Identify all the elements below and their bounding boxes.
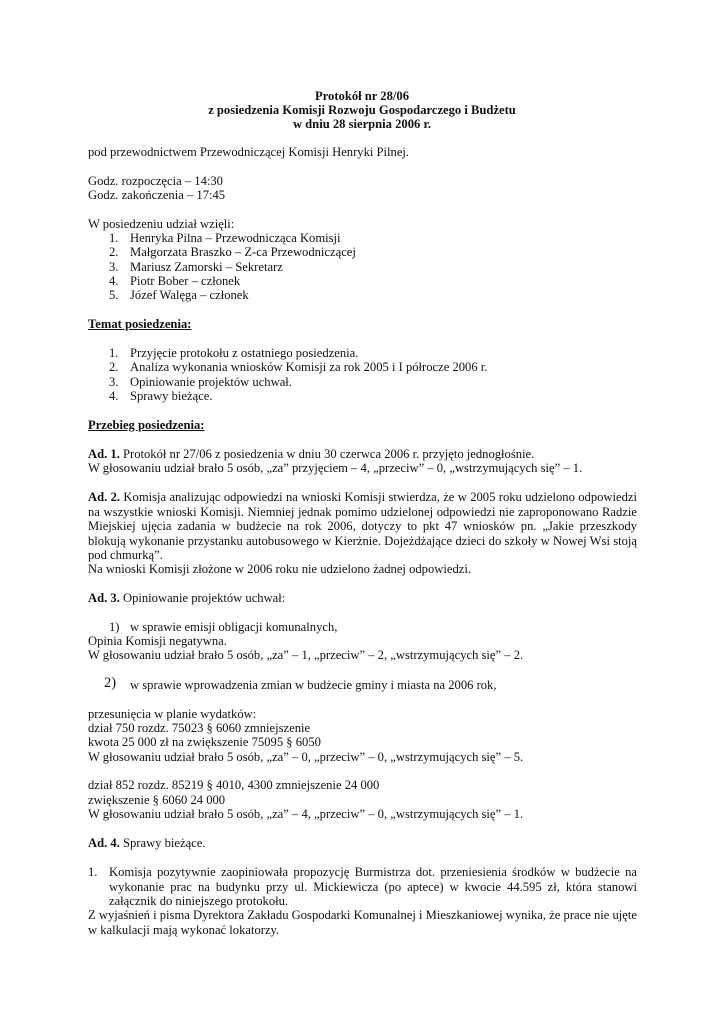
- list-item-number: 2.: [109, 360, 119, 374]
- list-item-number: 1): [109, 620, 120, 634]
- list-item-number: 2): [104, 675, 117, 691]
- agenda-item: Sprawy bieżące.: [130, 389, 213, 403]
- resolution-item: w sprawie wprowadzenia zmian w budżecie gminy i miasta na 2006 rok,: [130, 678, 497, 692]
- ad4-text: Sprawy bieżące.: [119, 836, 206, 850]
- closing-paragraph: Z wyjaśnień i pisma Dyrektora Zakładu Gospodarki Komunalnej i Mieszkaniowej wynika, że prace nie ujęte w kalkulacji mają wykonać lokatorzy.: [88, 908, 637, 937]
- participant-name: Piotr Bober – członek: [130, 274, 241, 288]
- list-item-number: 2.: [109, 245, 119, 259]
- ad1-label: Ad. 1.: [88, 447, 120, 461]
- list-item-number: 1.: [109, 346, 119, 360]
- document-date: w dniu 28 sierpnia 2006 r.: [292, 117, 432, 131]
- resolution-item: w sprawie emisji obligacji komunalnych,: [130, 620, 338, 634]
- ad1-vote: W głosowaniu udział brało 5 osób, „za” przyjęciem – 4, „przeciw” – 0, „wstrzymujących się” – 1.: [88, 461, 583, 475]
- participant-name: Henryka Pilna – Przewodnicząca Komisji: [130, 231, 341, 245]
- end-time: Godz. zakończenia – 17:45: [88, 188, 226, 202]
- document-title: Protokół nr 28/06: [315, 89, 409, 103]
- vote-result: W głosowaniu udział brało 5 osób, „za” – 0, „przeciw” – 0, „wstrzymujących się” – 5.: [88, 750, 524, 764]
- budget-line: dział 750 rozdz. 75023 § 6060 zmniejszenie: [88, 721, 311, 735]
- ad1-text: Protokół nr 27/06 z posiedzenia w dniu 30 czerwca 2006 r. przyjęto jednogłośnie.: [119, 447, 535, 461]
- agenda-item: Przyjęcie protokołu z ostatniego posiedzenia.: [130, 346, 359, 360]
- ad4-label: Ad. 4.: [88, 836, 120, 850]
- proceedings-heading: Przebieg posiedzenia:: [88, 418, 205, 432]
- ad2-paragraph: [88, 490, 637, 563]
- list-item-number: 1.: [109, 231, 119, 245]
- agenda-heading: Temat posiedzenia:: [88, 317, 192, 331]
- vote-result: W głosowaniu udział brało 5 osób, „za” – 1, „przeciw” – 2, „wstrzymujących się” – 2.: [88, 648, 524, 662]
- participant-name: Józef Walęga – członek: [130, 288, 249, 302]
- chair-line: pod przewodnictwem Przewodniczącej Komisji Henryki Pilnej.: [88, 145, 410, 159]
- document-subtitle: z posiedzenia Komisji Rozwoju Gospodarczego i Budżetu: [208, 103, 516, 117]
- budget-line: kwota 25 000 zł na zwiększenie 75095 § 6050: [88, 735, 321, 749]
- ad1-paragraph: [88, 447, 534, 462]
- list-item-number: 4.: [109, 389, 119, 403]
- participant-name: Mariusz Zamorski – Sekretarz: [130, 260, 283, 274]
- shift-heading: przesunięcia w planie wydatków:: [88, 707, 257, 721]
- ad2-text: Komisja analizując odpowiedzi na wnioski Komisji stwierdza, że w 2005 roku udzielono odpowiedzi na wszystkie wnioski Komisji. Niemniej jednak pomimo udzielonej odpowiedzi nie zaproponowano Radzie Miejskiej ujęcia zadania w budżecie na rok 2006, dotyczy to pkt 47 wniosków pn. „Jakie przeszkody blokują wykonanie przystanku autobusowego w Kierżnie. Dojeżdżające dzieci do szkoły w Nowej Wsi stoją pod chmurką”.: [88, 490, 638, 563]
- list-item-number: 4.: [109, 274, 119, 288]
- list-item-number: 1.: [88, 865, 98, 879]
- budget-line: zwiększenie § 6060 24 000: [88, 793, 226, 807]
- list-item-number: 5.: [109, 288, 119, 302]
- ad2-note: Na wnioski Komisji złożone w 2006 roku nie udzielono żadnej odpowiedzi.: [88, 562, 471, 576]
- ad4-item-text: Komisja pozytywnie zaopiniowała propozycję Burmistrza dot. przeniesienia środków w budżecie na wykonanie prac na budynku przy ul. Mickiewicza (po aptece) w kwocie 44.595 zł, która stanowi załącznik do niniejszego protokołu.: [109, 865, 637, 909]
- ad3-text: Opiniowanie projektów uchwał:: [119, 591, 286, 605]
- ad3-label: Ad. 3.: [88, 591, 120, 605]
- list-item-number: 3.: [109, 375, 119, 389]
- agenda-item: Opiniowanie projektów uchwał.: [130, 375, 292, 389]
- vote-result: W głosowaniu udział brało 5 osób, „za” – 4, „przeciw” – 0, „wstrzymujących się” – 1.: [88, 807, 524, 821]
- ad3-paragraph: [88, 591, 285, 606]
- list-item-number: 3.: [109, 260, 119, 274]
- ad2-label: Ad. 2.: [88, 490, 121, 504]
- agenda-item: Analiza wykonania wniosków Komisji za rok 2005 i I półrocze 2006 r.: [130, 360, 488, 374]
- start-time: Godz. rozpoczęcia – 14:30: [88, 174, 223, 188]
- ad4-paragraph: [88, 836, 206, 851]
- participants-heading: W posiedzeniu udział wzięli:: [88, 217, 235, 231]
- budget-line: dział 852 rozdz. 85219 § 4010, 4300 zmniejszenie 24 000: [88, 778, 380, 792]
- committee-opinion: Opinia Komisji negatywna.: [88, 634, 227, 648]
- participant-name: Małgorzata Braszko – Z-ca Przewodniczącej: [130, 245, 356, 259]
